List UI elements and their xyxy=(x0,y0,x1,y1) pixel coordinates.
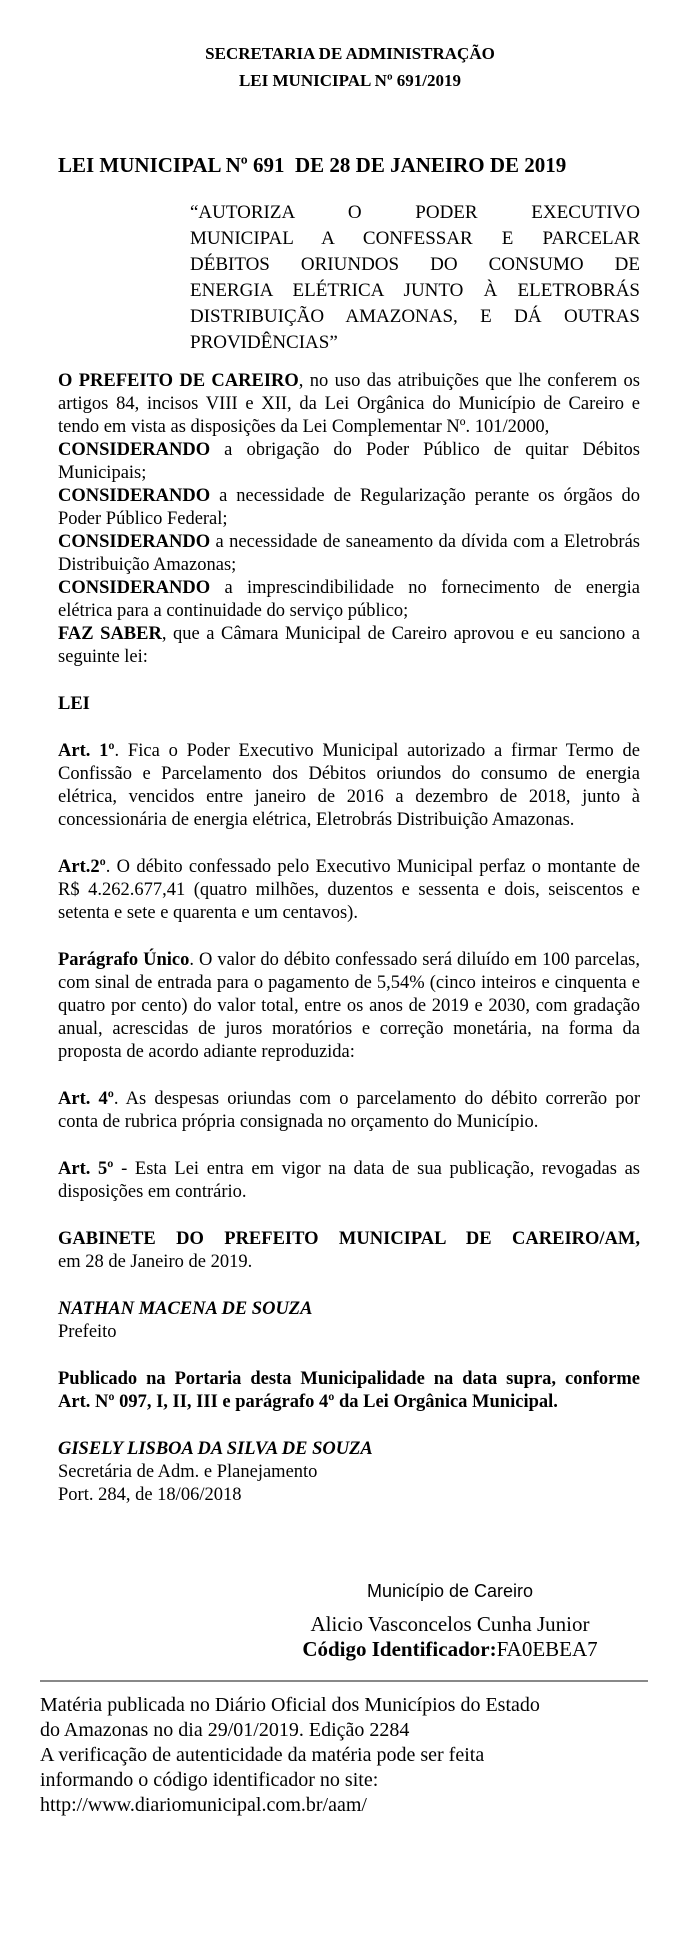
considerando-lead: CONSIDERANDO xyxy=(58,486,211,506)
faz-saber-text: , que a Câmara Municipal de Careiro aprovou e eu sanciono a seguinte lei: xyxy=(58,624,640,667)
article-2 xyxy=(58,856,640,925)
header-law-number: LEI MUNICIPAL Nº 691/2019 xyxy=(238,71,462,90)
footer-line: informando o código identificador no site: xyxy=(40,1769,379,1791)
article-1-lead: Art. 1º xyxy=(58,741,115,761)
considerando-lead: CONSIDERANDO xyxy=(58,440,211,460)
digital-stamp-block xyxy=(200,1579,700,1662)
stamp-municipality-name: Município de Careiro xyxy=(366,1581,534,1601)
identifier-code-value: FA0EBEA7 xyxy=(496,1637,598,1661)
document-header xyxy=(0,0,700,94)
mayor-signature-block xyxy=(58,1298,640,1344)
gabinete-line: GABINETE DO PREFEITO MUNICIPAL DE CAREIRO/AM, xyxy=(58,1229,640,1249)
article-1-text: . Fica o Poder Executivo Municipal autorizado a firmar Termo de Confissão e Parcelamento dos Débitos oriundos do consumo de energia elétrica, vencidos entre janeiro de 2016 a dezembro de 2018, junto à concessionária de energia elétrica, Eletrobrás Distribuição Amazonas. xyxy=(58,741,640,830)
epigraph-line: PROVIDÊNCIAS” xyxy=(190,332,338,353)
considerando-lead: CONSIDERANDO xyxy=(58,578,211,598)
preamble-paragraph xyxy=(58,370,640,439)
epigraph-line: MUNICIPAL A CONFESSAR E PARCELAR xyxy=(190,228,640,249)
article-4-text: . As despesas oriundas com o parcelamento do débito correrão por conta de rubrica própria consignada no orçamento do Município. xyxy=(58,1089,640,1132)
epigraph-line: “AUTORIZA O PODER EXECUTIVO xyxy=(190,202,640,223)
mayor-signature-role: Prefeito xyxy=(58,1322,117,1342)
considerando-lead: CONSIDERANDO xyxy=(58,532,211,552)
lei-heading: LEI xyxy=(58,694,90,714)
sole-paragraph xyxy=(58,949,640,1064)
considerando-text: a obrigação do Poder Público de quitar Débitos Municipais; xyxy=(58,440,640,483)
law-title: LEI MUNICIPAL Nº 691 DE 28 DE JANEIRO DE 2019 xyxy=(58,153,567,177)
article-4 xyxy=(58,1088,640,1134)
gabinete-date: em 28 de Janeiro de 2019. xyxy=(58,1252,253,1272)
identifier-code-line xyxy=(200,1637,700,1662)
footer-publication-note xyxy=(40,1693,660,1818)
article-1 xyxy=(58,740,640,832)
publication-note: Publicado na Portaria desta Municipalidade na data supra, conforme Art. Nº 097, I, II, III e parágrafo 4º da Lei Orgânica Municipal. xyxy=(58,1369,640,1412)
footer-site-url: http://www.diariomunicipal.com.br/aam/ xyxy=(40,1794,367,1816)
identifier-code-label: Código Identificador: xyxy=(302,1637,497,1661)
considerando-text: a necessidade de saneamento da dívida com a Eletrobrás Distribuição Amazonas; xyxy=(58,532,640,575)
footer-line: Matéria publicada no Diário Oficial dos Municípios do Estado xyxy=(40,1694,540,1716)
epigraph-line: ENERGIA ELÉTRICA JUNTO À ELETROBRÁS xyxy=(190,280,640,301)
faz-saber-lead: FAZ SABER xyxy=(58,624,162,644)
article-2-text: . O débito confessado pelo Executivo Municipal perfaz o montante de R$ 4.262.677,41 (quatro milhões, duzentos e sessenta e dois, seiscentos e setenta e sete e quarenta e um centavos). xyxy=(58,857,640,923)
secretary-portaria-number: Port. 284, de 18/06/2018 xyxy=(58,1485,242,1505)
considerando-paragraph-4 xyxy=(58,577,640,623)
law-body xyxy=(58,370,640,1507)
gabinete-paragraph xyxy=(58,1228,640,1274)
article-4-lead: Art. 4º xyxy=(58,1089,114,1109)
article-5-text: - Esta Lei entra em vigor na data de sua publicação, revogadas as disposições em contrário. xyxy=(58,1159,640,1202)
preamble-lead: O PREFEITO DE CAREIRO xyxy=(58,371,299,391)
sole-paragraph-lead: Parágrafo Único xyxy=(58,950,190,970)
epigraph-line: DÉBITOS ORIUNDOS DO CONSUMO DE xyxy=(190,254,640,275)
epigraph-line: DISTRIBUIÇÃO AMAZONAS, E DÁ OUTRAS xyxy=(190,306,640,327)
footer-line: do Amazonas no dia 29/01/2019. Edição 2284 xyxy=(40,1719,410,1741)
article-2-lead: Art.2º xyxy=(58,857,106,877)
preamble-text: , no uso das atribuições que lhe conferem os artigos 84, incisos VIII e XII, da Lei Orgânica do Município de Careiro e tendo em vista as disposições da Lei Complementar Nº. 101/2000, xyxy=(58,371,640,437)
stamp-signer-name: Alicio Vasconcelos Cunha Junior xyxy=(310,1612,590,1636)
header-secretaria: SECRETARIA DE ADMINISTRAÇÃO xyxy=(205,44,495,63)
secretary-signature-block xyxy=(58,1438,640,1507)
article-5 xyxy=(58,1158,640,1204)
secretary-signature-role: Secretária de Adm. e Planejamento xyxy=(58,1462,318,1482)
separator-line xyxy=(40,1680,648,1682)
considerando-paragraph-2 xyxy=(58,485,640,531)
epigraph-block xyxy=(190,200,640,356)
mayor-signature-name: NATHAN MACENA DE SOUZA xyxy=(58,1299,313,1319)
considerando-text: a imprescindibilidade no fornecimento de energia elétrica para a continuidade do serviço público; xyxy=(58,578,640,621)
considerando-paragraph-3 xyxy=(58,531,640,577)
sole-paragraph-text: . O valor do débito confessado será diluído em 100 parcelas, com sinal de entrada para o pagamento de 5,54% (cinco inteiros e cinquenta e quatro por cento) do valor total, entre os anos de 2019 e 2030, com gradação anual, acrescidas de juros moratórios e correção monetária, na forma da proposta de acordo adiante reproduzida: xyxy=(58,950,640,1062)
article-5-lead: Art. 5º xyxy=(58,1159,114,1179)
considerando-text: a necessidade de Regularização perante os órgãos do Poder Público Federal; xyxy=(58,486,640,529)
considerando-paragraph-1 xyxy=(58,439,640,485)
faz-saber-paragraph xyxy=(58,623,640,669)
footer-line: A verificação de autenticidade da matéria pode ser feita xyxy=(40,1744,485,1766)
secretary-signature-name: GISELY LISBOA DA SILVA DE SOUZA xyxy=(58,1439,373,1459)
